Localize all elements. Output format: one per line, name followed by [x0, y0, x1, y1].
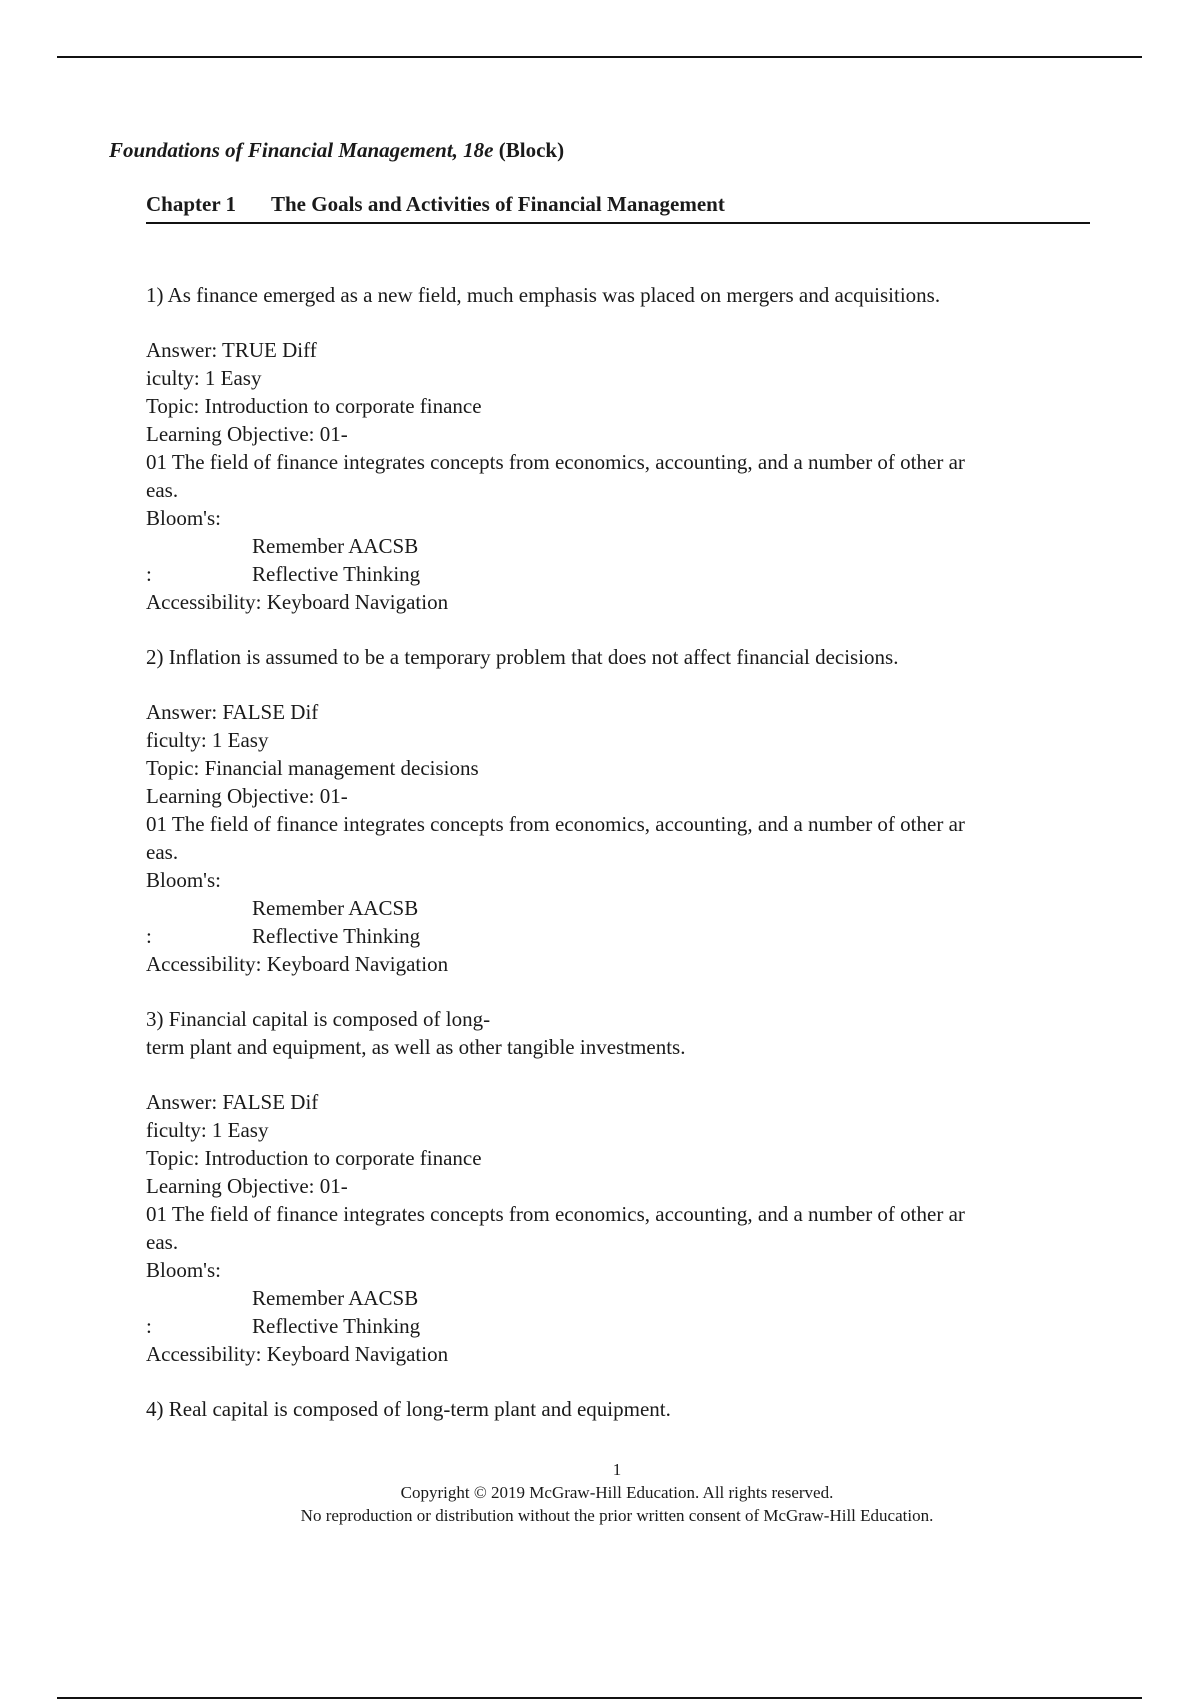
- question-text: 1) As finance emerged as a new field, much emphasis was placed on mergers and acquisitions.: [146, 283, 941, 307]
- page-footer: [0, 1458, 1200, 1527]
- learning-objective-text: 01 The field of finance integrates concepts from economics, accounting, and a number of other ar: [146, 812, 965, 836]
- question-text: 4) Real capital is composed of long-term plant and equipment.: [146, 1397, 671, 1421]
- reproduction-notice: No reproduction or distribution without the prior written consent of McGraw-Hill Education.: [300, 1506, 934, 1525]
- learning-objective-wrap: eas.: [146, 478, 179, 502]
- bottom-rule: [57, 1697, 1142, 1699]
- book-title-author: (Block): [493, 138, 565, 162]
- answer-line: Answer: FALSE Dif: [146, 700, 319, 724]
- accessibility-line: Accessibility: Keyboard Navigation: [146, 590, 449, 614]
- blooms-label: Bloom's:: [146, 868, 221, 892]
- difficulty-line: iculty: 1 Easy: [146, 366, 262, 390]
- blooms-label: Bloom's:: [146, 506, 221, 530]
- topic-line: Topic: Financial management decisions: [146, 756, 479, 780]
- aacsb-colon: :: [146, 562, 152, 586]
- question-list: [146, 281, 1081, 1423]
- aacsb-value: Reflective Thinking: [252, 562, 421, 586]
- learning-objective-line: Learning Objective: 01-: [146, 422, 348, 446]
- top-rule: [57, 56, 1142, 58]
- answer-line: Answer: FALSE Dif: [146, 1090, 319, 1114]
- topic-line: Topic: Introduction to corporate finance: [146, 1146, 482, 1170]
- topic-line: Topic: Introduction to corporate finance: [146, 394, 482, 418]
- blooms-value: Remember AACSB: [252, 896, 419, 920]
- aacsb-value: Reflective Thinking: [252, 1314, 421, 1338]
- accessibility-line: Accessibility: Keyboard Navigation: [146, 952, 449, 976]
- learning-objective-line: Learning Objective: 01-: [146, 1174, 348, 1198]
- book-title: [109, 138, 564, 163]
- aacsb-colon: :: [146, 1314, 152, 1338]
- question-block: [146, 643, 1081, 978]
- question-block: [146, 281, 1081, 616]
- accessibility-line: Accessibility: Keyboard Navigation: [146, 1342, 449, 1366]
- learning-objective-text: 01 The field of finance integrates concepts from economics, accounting, and a number of other ar: [146, 450, 965, 474]
- learning-objective-wrap: eas.: [146, 840, 179, 864]
- chapter-heading: [146, 192, 1090, 224]
- blooms-value: Remember AACSB: [252, 534, 419, 558]
- learning-objective-line: Learning Objective: 01-: [146, 784, 348, 808]
- book-title-italic: Foundations of Financial Management, 18e: [109, 138, 494, 162]
- chapter-title: The Goals and Activities of Financial Management: [271, 192, 725, 216]
- learning-objective-wrap: eas.: [146, 1230, 179, 1254]
- question-text-wrap: term plant and equipment, as well as other tangible investments.: [146, 1035, 686, 1059]
- question-block: [146, 1005, 1081, 1368]
- question-text: 2) Inflation is assumed to be a temporary problem that does not affect financial decisions.: [146, 645, 899, 669]
- page-number: 1: [612, 1460, 622, 1479]
- blooms-label: Bloom's:: [146, 1258, 221, 1282]
- difficulty-line: ficulty: 1 Easy: [146, 728, 269, 752]
- aacsb-colon: :: [146, 924, 152, 948]
- chapter-label: Chapter 1: [146, 192, 237, 216]
- difficulty-line: ficulty: 1 Easy: [146, 1118, 269, 1142]
- aacsb-value: Reflective Thinking: [252, 924, 421, 948]
- learning-objective-text: 01 The field of finance integrates concepts from economics, accounting, and a number of other ar: [146, 1202, 965, 1226]
- blooms-value: Remember AACSB: [252, 1286, 419, 1310]
- copyright-notice: Copyright © 2019 McGraw-Hill Education. All rights reserved.: [400, 1483, 834, 1502]
- answer-line: Answer: TRUE Diff: [146, 338, 317, 362]
- question-text: 3) Financial capital is composed of long-: [146, 1007, 491, 1031]
